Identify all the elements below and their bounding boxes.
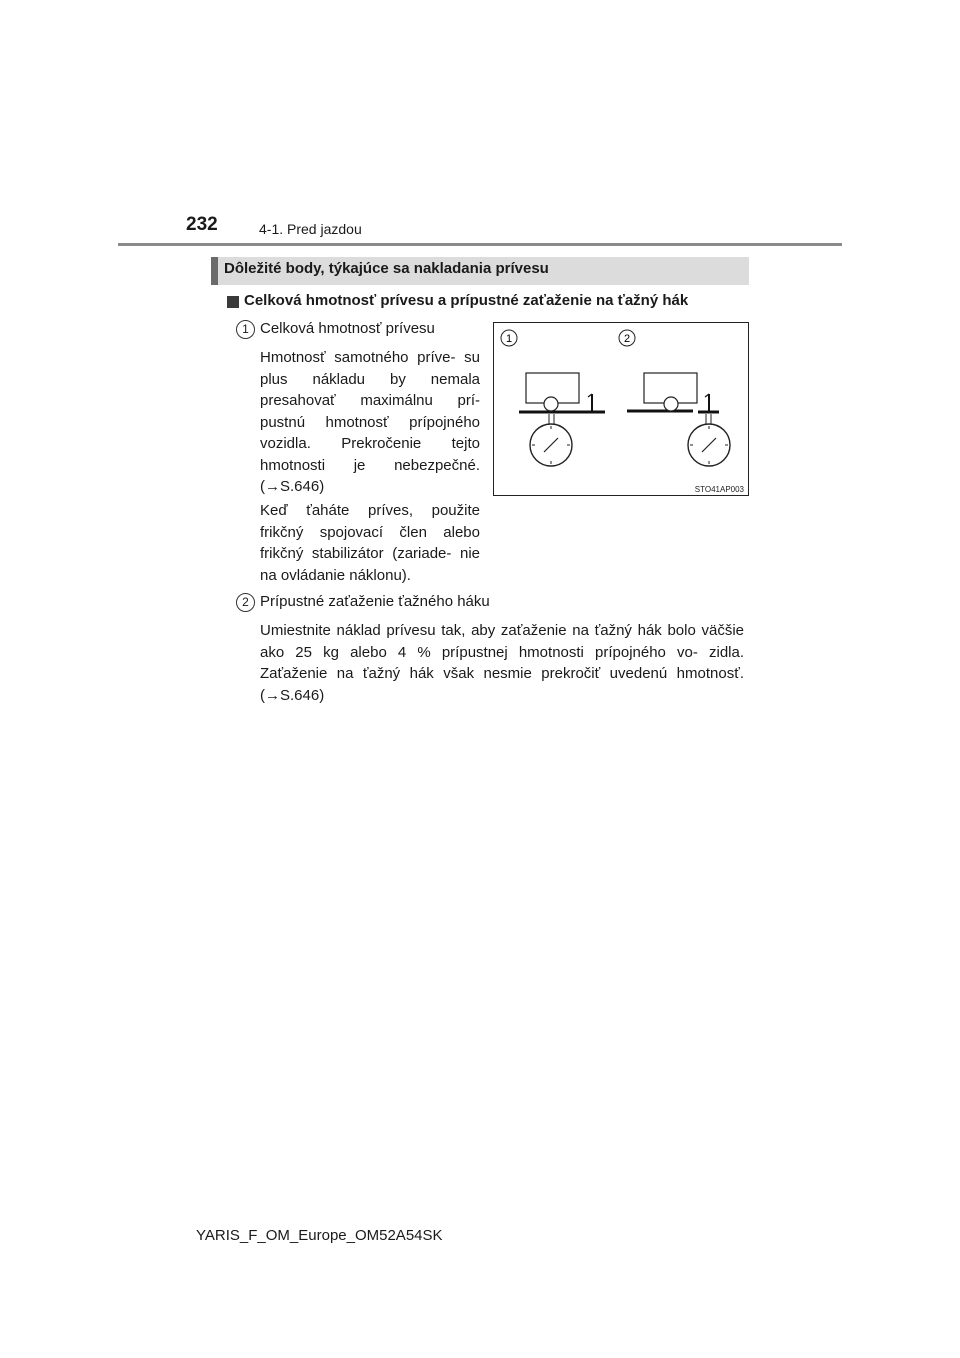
svg-text:1: 1 — [505, 333, 513, 345]
item-title-1: Celková hmotnosť prívesu — [260, 320, 435, 337]
item-1-paragraph-2: Keď ťaháte príves, použite frikčný spojovací člen alebo frikčný stabilizátor (zariade- nie na ovládanie náklonu). — [260, 502, 480, 584]
section-label: 4-1. Pred jazdou — [259, 221, 362, 237]
diagram-code: STO41AP003 — [694, 485, 744, 494]
diagram-callout-1 — [501, 330, 517, 346]
item-title-2: Prípustné zaťaženie ťažného háku — [260, 593, 490, 610]
subheading: Celková hmotnosť prívesu a prípustné zaťaženie na ťažný hák — [244, 292, 689, 309]
section-title: Dôležité body, týkajúce sa nakladania prívesu — [224, 260, 549, 277]
trailer-weight-diagram — [493, 322, 749, 496]
svg-text:2: 2 — [623, 333, 631, 345]
square-bullet-icon — [227, 296, 239, 308]
item-number-2: 2 — [236, 593, 255, 612]
page-number: 232 — [186, 214, 218, 235]
diagram-callout-2 — [619, 330, 635, 346]
header-divider — [118, 243, 842, 246]
item-1-paragraph-1: Hmotnosť samotného príve- su plus nákladu by nemala presahovať maximálnu prí- pustnú hmotnosť prípojného vozidla. Prekročenie tejto hmotnosti je nebezpečné. (→S.646) — [260, 349, 480, 495]
footer-document-code: YARIS_F_OM_Europe_OM52A54SK — [196, 1227, 443, 1244]
item-number-1: 1 — [236, 320, 255, 339]
item-2-paragraph-1: Umiestnite náklad prívesu tak, aby zaťaženie na ťažný hák bolo väčšie ako 25 kg alebo 4 % prípustnej hmotnosti prípojného vo- zidla. Zaťaženie na ťažný hák však nesmie prekročiť uvedenú hmotnosť. (→S.646) — [260, 622, 744, 704]
